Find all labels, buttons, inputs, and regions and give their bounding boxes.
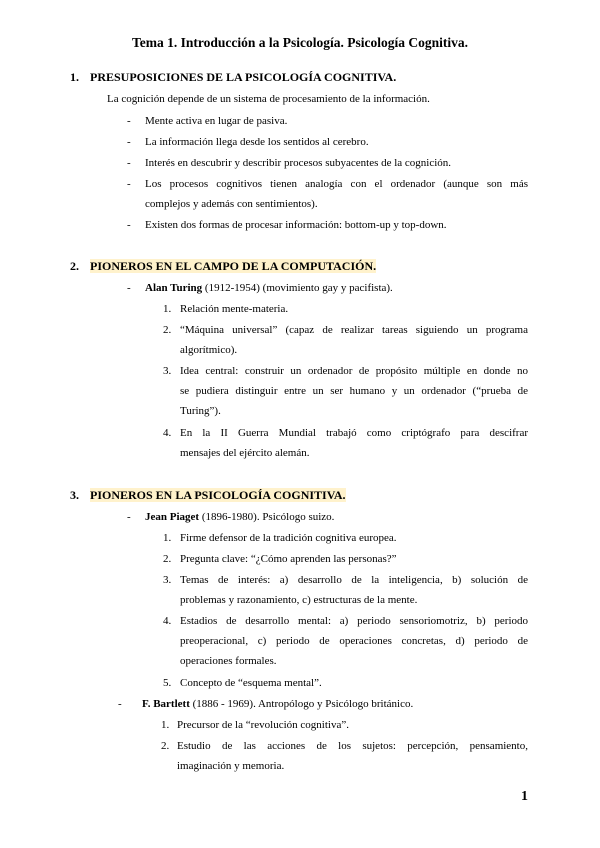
list-item-continued: imaginación y memoria. (177, 760, 285, 772)
list-item-continued: preoperacional, c) periodo de operaciones concretas, d) periodo de (180, 635, 528, 647)
section-title: PRESUPOSICIONES DE LA PSICOLOGÍA COGNITIVA. (90, 70, 397, 84)
list-item: Pregunta clave: “¿Cómo aprenden las personas?” (180, 553, 397, 565)
list-item: Relación mente-materia. (180, 303, 289, 315)
list-number: 3. (163, 365, 172, 377)
person-detail: (1912-1954) (movimiento gay y pacifista). (202, 282, 393, 294)
list-number: 2. (163, 324, 172, 336)
person-entry-bartlett (142, 698, 413, 710)
bullet-item: Los procesos cognitivos tienen analogía con el ordenador (aunque son más (145, 178, 528, 190)
section-title: PIONEROS EN LA PSICOLOGÍA COGNITIVA. (90, 488, 346, 502)
list-number: 1. (163, 303, 172, 315)
section-title: PIONEROS EN EL CAMPO DE LA COMPUTACIÓN. (90, 259, 377, 273)
list-item: Precursor de la “revolución cognitiva”. (177, 719, 349, 731)
person-name: Jean Piaget (145, 511, 200, 523)
bullet-item: Mente activa en lugar de pasiva. (145, 115, 288, 127)
list-item: Firme defensor de la tradición cognitiva europea. (180, 532, 397, 544)
section-number: 3. (70, 488, 79, 502)
bullet-dash: - (127, 511, 131, 523)
list-number: 2. (163, 553, 172, 565)
list-number: 2. (161, 740, 170, 752)
list-item: Temas de interés: a) desarrollo de la inteligencia, b) solución de (180, 574, 528, 586)
list-item: Estudio de las acciones de los sujetos: percepción, pensamiento, (177, 740, 528, 752)
bullet-dash: - (118, 698, 122, 710)
bullet-item: Interés en descubrir y describir procesos subyacentes de la cognición. (145, 157, 452, 169)
list-item: Concepto de “esquema mental”. (180, 677, 322, 689)
list-item: “Máquina universal” (capaz de realizar tareas siguiendo un programa (180, 324, 528, 336)
person-entry-piaget (145, 511, 334, 523)
list-item: En la II Guerra Mundial trabajó como criptógrafo para descifrar (180, 427, 528, 439)
list-item: Estadios de desarrollo mental: a) periodo sensoriomotriz, b) periodo (180, 615, 528, 627)
bullet-item: La información llega desde los sentidos al cerebro. (145, 136, 369, 148)
person-detail: (1896-1980). Psicólogo suizo. (199, 511, 335, 523)
person-entry-turing (145, 282, 393, 294)
bullet-item-continued: complejos y además con sentimientos). (145, 198, 318, 210)
list-number: 3. (163, 574, 172, 586)
bullet-item: Existen dos formas de procesar información: bottom-up y top-down. (145, 219, 447, 231)
section-3-heading (70, 488, 346, 503)
list-item-continued: operaciones formales. (180, 655, 277, 667)
list-number: 1. (163, 532, 172, 544)
person-name: F. Bartlett (142, 698, 190, 710)
bullet-dash: - (127, 157, 131, 169)
section-1-heading (70, 70, 397, 85)
list-item: Idea central: construir un ordenador de propósito múltiple en donde no (180, 365, 528, 377)
list-item-continued: Turing”). (180, 405, 221, 417)
document-title: Tema 1. Introducción a la Psicología. Psicología Cognitiva. (131, 35, 468, 50)
list-item-continued: algorítmico). (180, 344, 238, 356)
bullet-dash: - (127, 178, 131, 190)
list-number: 1. (161, 719, 170, 731)
section-2-heading (70, 259, 377, 274)
bullet-dash: - (127, 219, 131, 231)
list-number: 4. (163, 615, 172, 627)
person-name: Alan Turing (145, 282, 203, 294)
bullet-dash: - (127, 282, 131, 294)
list-number: 4. (163, 427, 172, 439)
section-number: 2. (70, 259, 79, 273)
list-item-continued: problemas y razonamiento, c) estructuras de la mente. (180, 594, 418, 606)
list-number: 5. (163, 677, 172, 689)
list-item-continued: se pudiera distinguir entre un ser humano y un ordenador (“prueba de (180, 385, 528, 397)
page-number: 1 (521, 789, 528, 804)
section-number: 1. (70, 70, 79, 84)
person-detail: (1886 - 1969). Antropólogo y Psicólogo británico. (189, 698, 414, 710)
section-1-intro: La cognición depende de un sistema de procesamiento de la información. (107, 93, 430, 105)
bullet-dash: - (127, 136, 131, 148)
bullet-dash: - (127, 115, 131, 127)
list-item-continued: mensajes del ejército alemán. (180, 447, 310, 459)
